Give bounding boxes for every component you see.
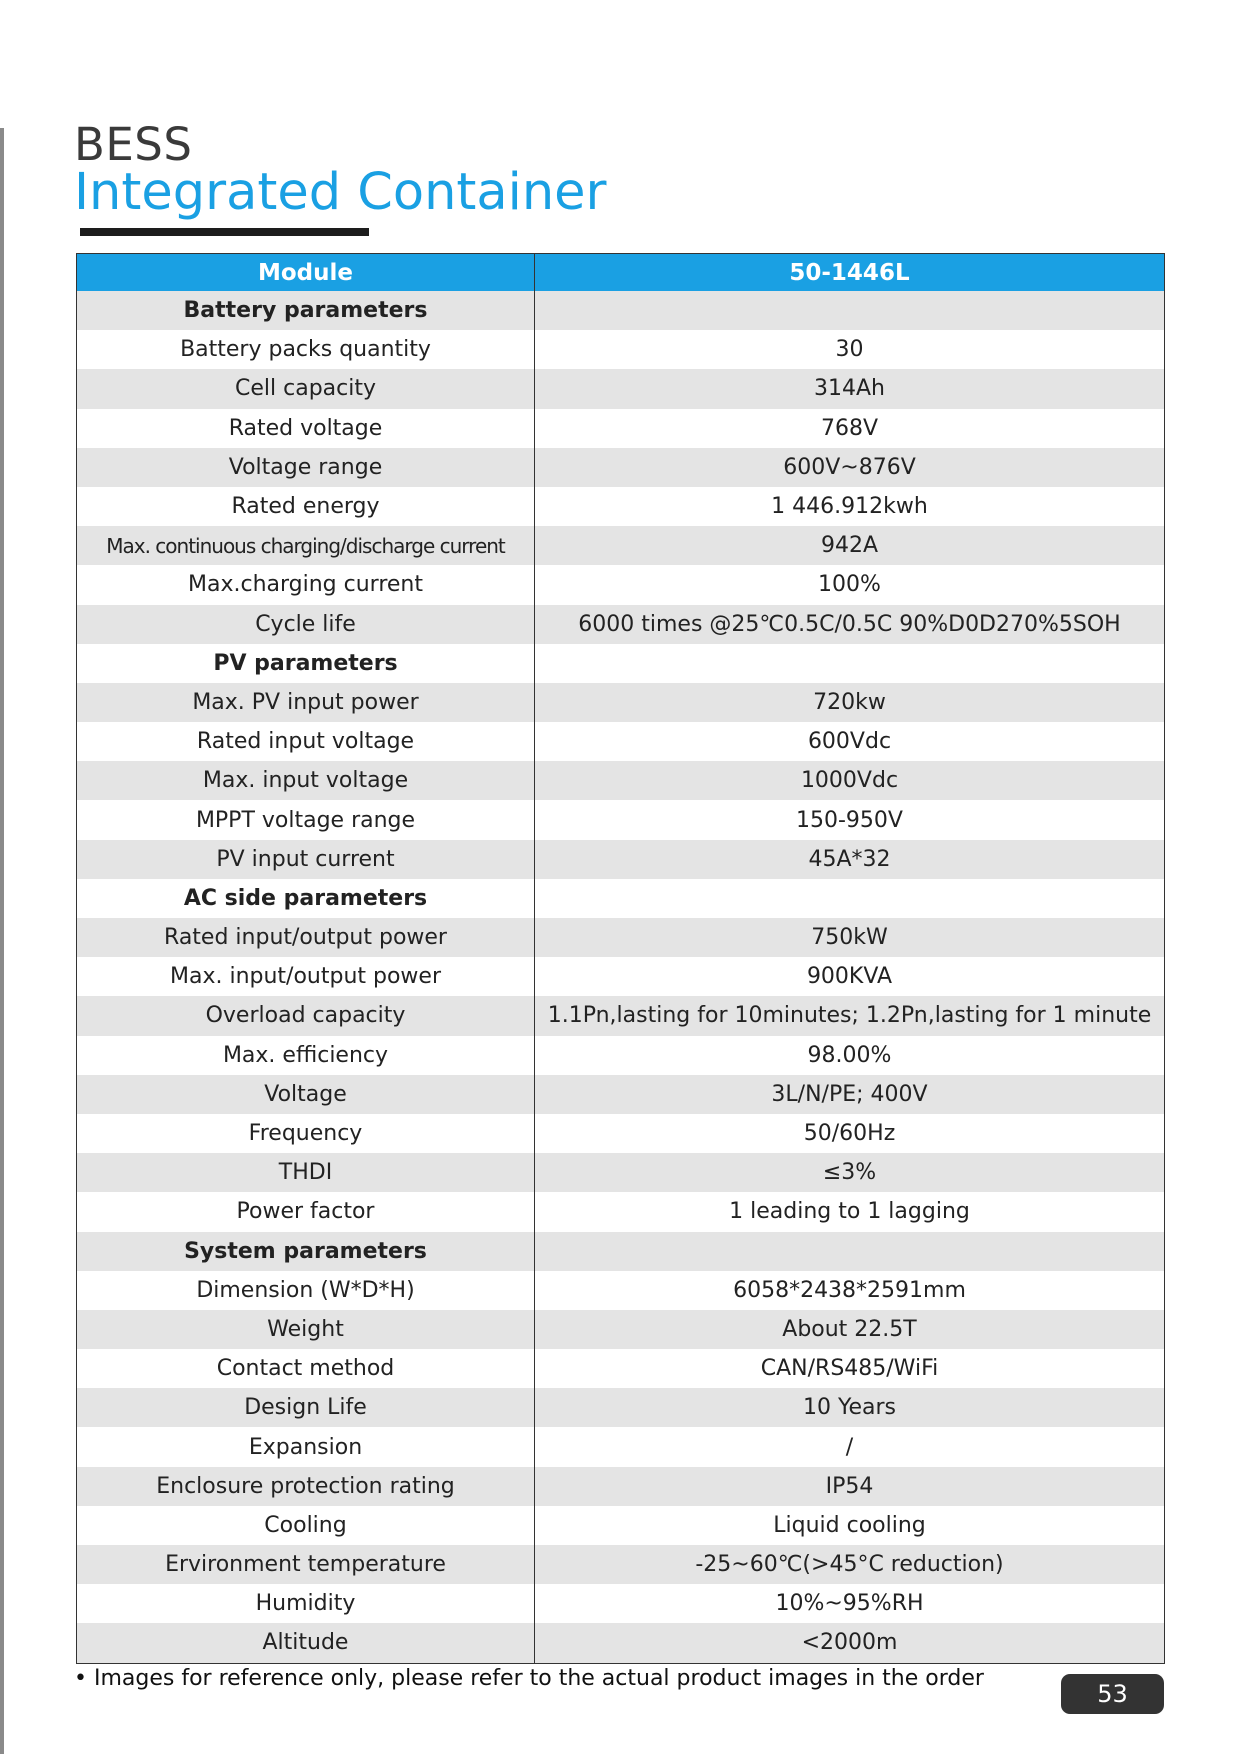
table-row (77, 1545, 1165, 1584)
parameter-label: Humidity (77, 1584, 535, 1623)
parameter-value: CAN/RS485/WiFi (535, 1349, 1165, 1388)
parameter-label: Max. efficiency (77, 1036, 535, 1075)
table-row (77, 1427, 1165, 1466)
parameter-value: 150-950V (535, 800, 1165, 839)
parameter-label: THDI (77, 1153, 535, 1192)
section-title: System parameters (77, 1232, 535, 1271)
section-header-row (77, 879, 1165, 918)
table-row (77, 409, 1165, 448)
parameter-label: Cooling (77, 1506, 535, 1545)
section-header-row (77, 291, 1165, 330)
parameter-label: Ervironment temperature (77, 1545, 535, 1584)
table-row (77, 448, 1165, 487)
parameter-label: Battery packs quantity (77, 330, 535, 369)
parameter-label: Voltage (77, 1075, 535, 1114)
table-row (77, 1310, 1165, 1349)
table-row (77, 996, 1165, 1035)
section-title: PV parameters (77, 644, 535, 683)
parameter-label: Dimension (W*D*H) (77, 1271, 535, 1310)
parameter-value: -25~60℃(>45°C reduction) (535, 1545, 1165, 1584)
parameter-label: MPPT voltage range (77, 800, 535, 839)
table-row (77, 761, 1165, 800)
parameter-value: / (535, 1427, 1165, 1466)
parameter-value: 1 446.912kwh (535, 487, 1165, 526)
table-row (77, 330, 1165, 369)
parameter-value: Liquid cooling (535, 1506, 1165, 1545)
parameter-label: Expansion (77, 1427, 535, 1466)
parameter-value: 768V (535, 409, 1165, 448)
parameter-value: 314Ah (535, 369, 1165, 408)
parameter-value: 6000 times @25℃0.5C/0.5C 90%D0D270%5SOH (535, 605, 1165, 644)
table-row (77, 1506, 1165, 1545)
table-row (77, 840, 1165, 879)
parameter-value: 6058*2438*2591mm (535, 1271, 1165, 1310)
parameter-label: Enclosure protection rating (77, 1467, 535, 1506)
parameter-value: 600V~876V (535, 448, 1165, 487)
parameter-label: Rated input voltage (77, 722, 535, 761)
parameter-label: Max.charging current (77, 565, 535, 604)
parameter-label: Voltage range (77, 448, 535, 487)
parameter-value: 750kW (535, 918, 1165, 957)
table-row (77, 1388, 1165, 1427)
parameter-value: 100% (535, 565, 1165, 604)
table-row (77, 605, 1165, 644)
parameter-value: 10%~95%RH (535, 1584, 1165, 1623)
parameter-label: PV input current (77, 840, 535, 879)
table-row (77, 1114, 1165, 1153)
parameter-value (535, 644, 1165, 683)
parameter-label: Frequency (77, 1114, 535, 1153)
parameter-label: Contact method (77, 1349, 535, 1388)
spec-table (76, 253, 1165, 1664)
table-row (77, 957, 1165, 996)
table-row (77, 800, 1165, 839)
parameter-value: 1.1Pn,lasting for 10minutes; 1.2Pn,lasting for 1 minute (535, 996, 1165, 1035)
title-underline (80, 228, 369, 236)
table-row (77, 1349, 1165, 1388)
parameter-label: Max. input/output power (77, 957, 535, 996)
table-row (77, 1153, 1165, 1192)
parameter-label: Cell capacity (77, 369, 535, 408)
parameter-label: Rated input/output power (77, 918, 535, 957)
parameter-value: 1000Vdc (535, 761, 1165, 800)
page-title-line1: BESS (74, 118, 193, 171)
parameter-value: 98.00% (535, 1036, 1165, 1075)
header-model: 50-1446L (535, 254, 1165, 292)
parameter-label: Rated voltage (77, 409, 535, 448)
table-row (77, 1467, 1165, 1506)
parameter-label: Cycle life (77, 605, 535, 644)
parameter-value: 720kw (535, 683, 1165, 722)
parameter-value: 900KVA (535, 957, 1165, 996)
table-row (77, 526, 1165, 565)
table-row (77, 369, 1165, 408)
parameter-label: Design Life (77, 1388, 535, 1427)
parameter-value (535, 879, 1165, 918)
parameter-value: 1 leading to 1 lagging (535, 1192, 1165, 1231)
table-row (77, 565, 1165, 604)
footnote: • Images for reference only, please refer to the actual product images in the order (74, 1666, 984, 1691)
table-row (77, 722, 1165, 761)
parameter-value: 10 Years (535, 1388, 1165, 1427)
parameter-label: Max. input voltage (77, 761, 535, 800)
section-title: AC side parameters (77, 879, 535, 918)
parameter-label: Rated energy (77, 487, 535, 526)
table-row (77, 1075, 1165, 1114)
parameter-value: IP54 (535, 1467, 1165, 1506)
parameter-label: Overload capacity (77, 996, 535, 1035)
table-header-row (77, 254, 1165, 292)
left-margin-rule (0, 128, 4, 1754)
page-number-badge: 53 (1061, 1674, 1164, 1714)
table-row (77, 487, 1165, 526)
parameter-value: 3L/N/PE; 400V (535, 1075, 1165, 1114)
parameter-value: About 22.5T (535, 1310, 1165, 1349)
header-module: Module (77, 254, 535, 292)
parameter-value (535, 291, 1165, 330)
parameter-value: 50/60Hz (535, 1114, 1165, 1153)
parameter-value: 600Vdc (535, 722, 1165, 761)
parameter-label: Weight (77, 1310, 535, 1349)
section-header-row (77, 644, 1165, 683)
table-row (77, 1271, 1165, 1310)
spec-table-body (77, 291, 1165, 1663)
parameter-value: <2000m (535, 1623, 1165, 1663)
table-row (77, 1192, 1165, 1231)
table-row (77, 683, 1165, 722)
parameter-value: ≤3% (535, 1153, 1165, 1192)
table-row (77, 918, 1165, 957)
table-row (77, 1623, 1165, 1663)
parameter-label: Altitude (77, 1623, 535, 1663)
parameter-value: 45A*32 (535, 840, 1165, 879)
parameter-label: Max. continuous charging/discharge current (77, 526, 535, 565)
table-row (77, 1036, 1165, 1075)
parameter-label: Max. PV input power (77, 683, 535, 722)
parameter-label: Power factor (77, 1192, 535, 1231)
parameter-value (535, 1232, 1165, 1271)
page-title-line2: Integrated Container (74, 163, 607, 222)
parameter-value: 942A (535, 526, 1165, 565)
table-row (77, 1584, 1165, 1623)
section-title: Battery parameters (77, 291, 535, 330)
parameter-value: 30 (535, 330, 1165, 369)
section-header-row (77, 1232, 1165, 1271)
